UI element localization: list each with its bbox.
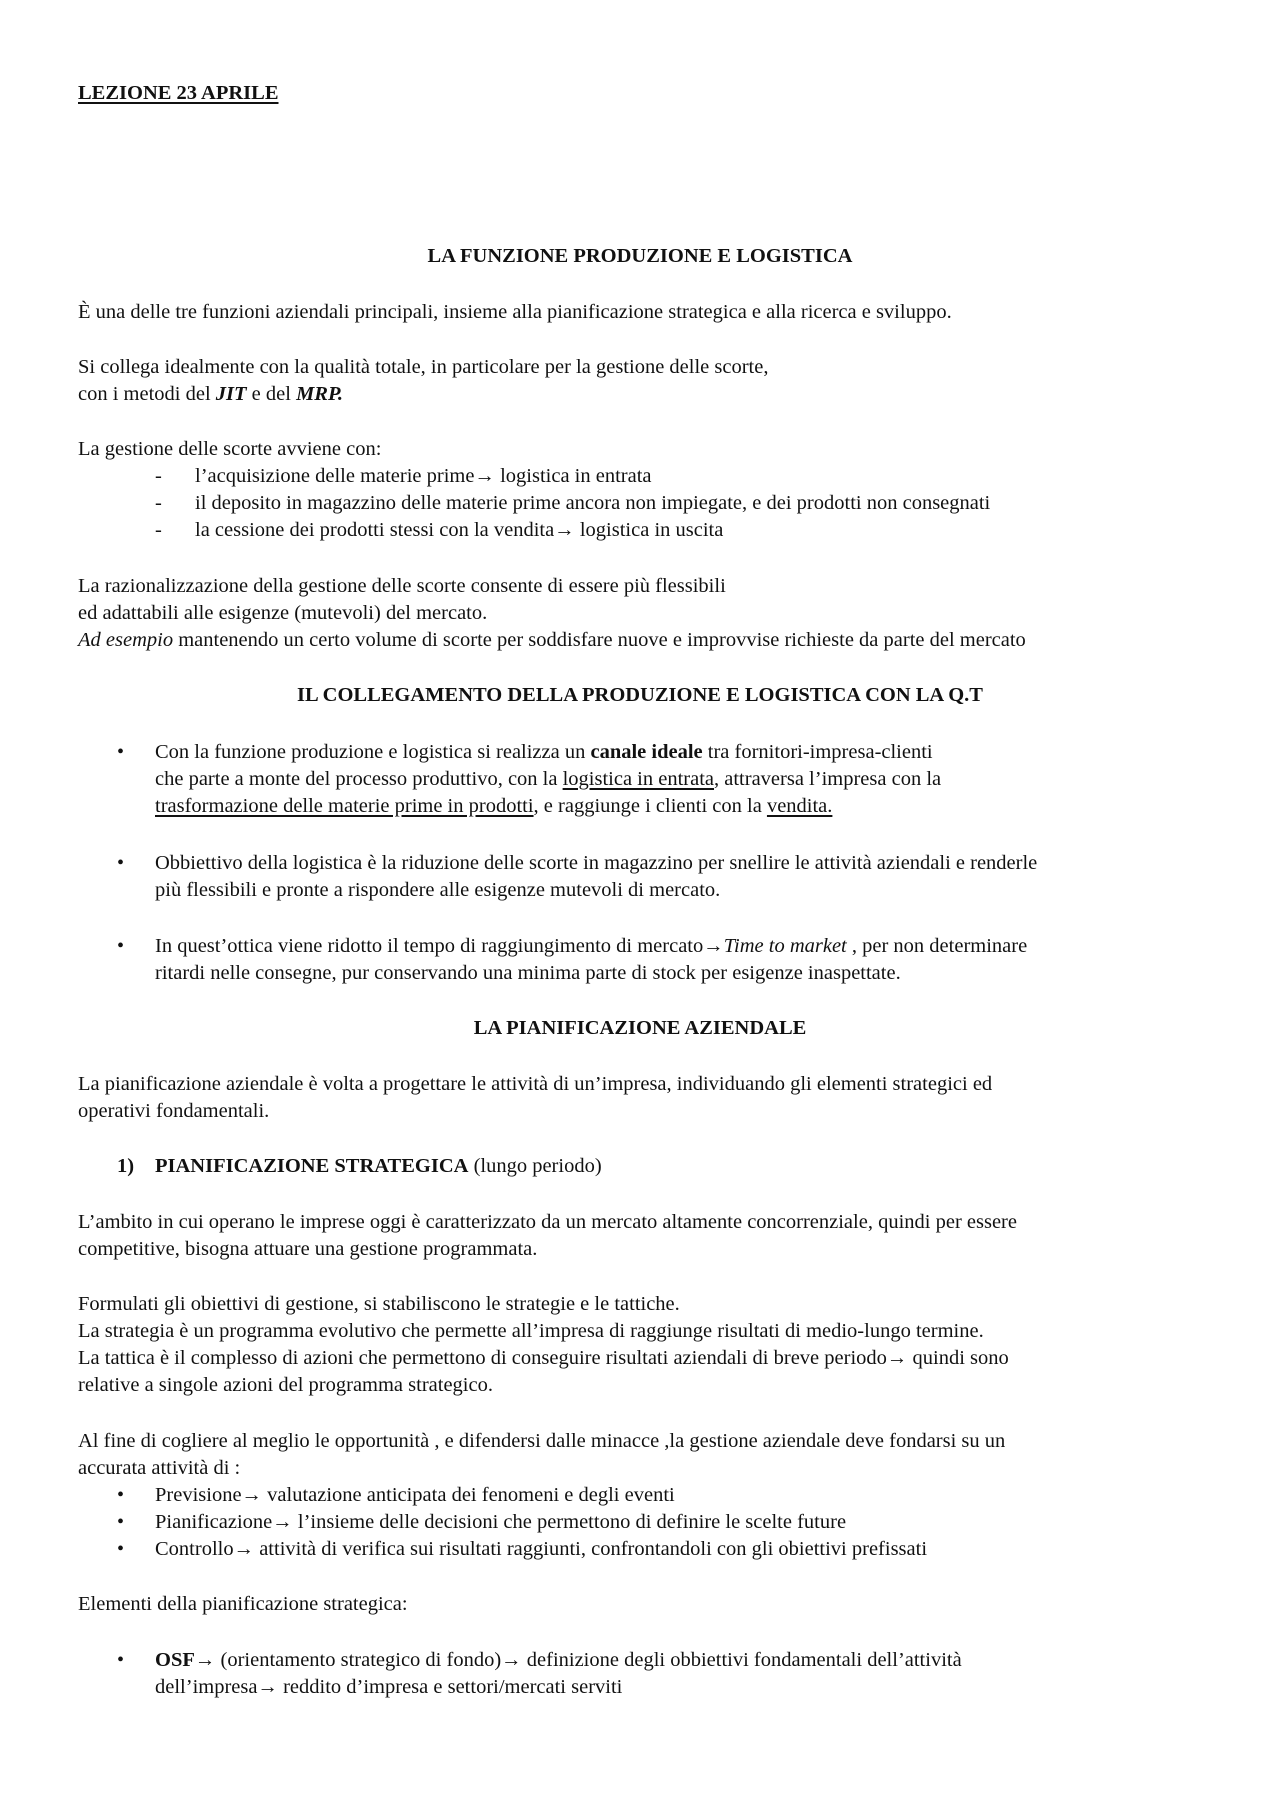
text-segment: PIANIFICAZIONE STRATEGICA <box>155 1155 469 1177</box>
bullet-marker: • <box>117 1649 125 1671</box>
section-title-planning: LA PIANIFICAZIONE AZIENDALE <box>473 1017 807 1039</box>
paragraph-market-line1: L’ambito in cui operano le imprese oggi è caratterizzato da un mercato altamente concorrenziale, quindi per essere <box>78 1211 1017 1233</box>
text-segment: , attraversa l’impresa con la <box>714 768 942 790</box>
term-mrp: MRP. <box>296 383 343 405</box>
paragraph-rationalization-line2: ed adattabili alle esigenze (mutevoli) del mercato. <box>78 602 488 624</box>
osf-line2: dell’impresa→ reddito d’impresa e settori/mercati serviti <box>155 1676 623 1698</box>
section-title-production-logistics: LA FUNZIONE PRODUZIONE E LOGISTICA <box>427 245 853 267</box>
lesson-title: LEZIONE 23 APRILE <box>78 82 279 104</box>
paragraph-opportunities-line1: Al fine di cogliere al meglio le opportunità , e difendersi dalle minacce ,la gestione aziendale deve fondarsi su un <box>78 1430 1006 1452</box>
term-time-to-market: Time to market <box>723 935 847 957</box>
text-segment: , per non determinare <box>846 935 1028 957</box>
bullet1-line3 <box>155 793 832 820</box>
example-label: Ad esempio <box>78 629 174 651</box>
bullet1-line2 <box>155 766 941 793</box>
bullet-marker: • <box>117 741 125 763</box>
text-segment: che parte a monte del processo produttivo, con la <box>155 768 563 790</box>
paragraph-rationalization-line1: La razionalizzazione della gestione delle scorte consente di essere più flessibili <box>78 575 726 597</box>
text-segment: con i metodi del <box>78 383 216 405</box>
text-segment: , e raggiunge i clienti con la <box>533 795 767 817</box>
list-item: la cessione dei prodotti stessi con la vendita→ logistica in uscita <box>195 519 724 541</box>
term-jit: JIT <box>215 383 247 405</box>
paragraph-opportunities-line2: accurata attività di : <box>78 1457 241 1479</box>
paragraph-market-line2: competitive, bisogna attuare una gestione programmata. <box>78 1238 538 1260</box>
paragraph-strategy-line1: Formulati gli obiettivi di gestione, si stabiliscono le strategie e le tattiche. <box>78 1293 680 1315</box>
paragraph-rationalization-line3 <box>78 627 1026 654</box>
list-item: Pianificazione→ l’insieme delle decisioni che permettono di definire le scelte future <box>155 1511 847 1533</box>
list-item: Controllo→ attività di verifica sui risultati raggiunti, confrontandoli con gli obiettivi prefissati <box>155 1538 928 1560</box>
bullet-marker: • <box>117 935 125 957</box>
paragraph-quality-line2 <box>78 381 343 408</box>
bullet3-line1 <box>155 933 1027 960</box>
list-item: Previsione→ valutazione anticipata dei fenomeni e degli eventi <box>155 1484 675 1506</box>
bullet-marker: • <box>117 1511 125 1533</box>
dash-marker: - <box>155 519 162 541</box>
text-segment: In quest’ottica viene ridotto il tempo di raggiungimento di mercato→ <box>155 935 724 957</box>
paragraph-quality-line1: Si collega idealmente con la qualità totale, in particolare per la gestione delle scorte, <box>78 356 769 378</box>
paragraph-intro: È una delle tre funzioni aziendali principali, insieme alla pianificazione strategica e alla ricerca e sviluppo. <box>78 301 952 323</box>
bullet-marker: • <box>117 1484 125 1506</box>
paragraph-stock-intro: La gestione delle scorte avviene con: <box>78 438 382 460</box>
osf-line1 <box>155 1647 962 1674</box>
underlined-vendita: vendita. <box>766 795 833 817</box>
subheading-strategic-planning <box>155 1153 602 1180</box>
underlined-trasformazione: trasformazione delle materie prime in prodotti <box>155 795 534 817</box>
bullet-marker: • <box>117 1538 125 1560</box>
bullet2-line1: Obbiettivo della logistica è la riduzione delle scorte in magazzino per snellire le attività aziendali e renderle <box>155 852 1038 874</box>
text-segment: mantenendo un certo volume di scorte per soddisfare nuove e improvvise richieste da parte del mercato <box>173 629 1026 651</box>
paragraph-strategy-line2: La strategia è un programma evolutivo che permette all’impresa di raggiunge risultati di medio-lungo termine. <box>78 1320 984 1342</box>
bullet-marker: • <box>117 852 125 874</box>
bullet2-line2: più flessibili e pronte a rispondere alle esigenze mutevoli di mercato. <box>155 879 721 901</box>
paragraph-elements: Elementi della pianificazione strategica: <box>78 1593 408 1615</box>
text-segment: (lungo periodo) <box>468 1155 602 1177</box>
paragraph-strategy-line3: La tattica è il complesso di azioni che permettono di conseguire risultati aziendali di breve periodo→ quindi sono <box>78 1347 1009 1369</box>
text-segment: Con la funzione produzione e logistica si realizza un <box>155 741 591 763</box>
term-canale-ideale: canale ideale <box>590 741 703 763</box>
text-segment: tra fornitori-impresa-clienti <box>702 741 933 763</box>
paragraph-strategy-line4: relative a singole azioni del programma strategico. <box>78 1374 493 1396</box>
text-segment: e del <box>246 383 297 405</box>
list-item: l’acquisizione delle materie prime→ logistica in entrata <box>195 465 652 487</box>
section-title-qt-link: IL COLLEGAMENTO DELLA PRODUZIONE E LOGISTICA CON LA Q.T <box>297 684 983 706</box>
list-item: il deposito in magazzino delle materie prime ancora non impiegate, e dei prodotti non consegnati <box>195 492 991 514</box>
bullet1-line1 <box>155 739 933 766</box>
text-segment: (orientamento strategico di fondo)→ definizione degli obbiettivi fondamentali dell’attività <box>215 1649 962 1671</box>
dash-marker: - <box>155 465 162 487</box>
paragraph-planning-line1: La pianificazione aziendale è volta a progettare le attività di un’impresa, individuando gli elementi strategici ed <box>78 1073 993 1095</box>
underlined-logistica-entrata: logistica in entrata <box>562 768 715 790</box>
bullet3-line2: ritardi nelle consegne, pur conservando una minima parte di stock per esigenze inaspettate. <box>155 962 901 984</box>
dash-marker: - <box>155 492 162 514</box>
heading-number: 1) <box>117 1155 135 1177</box>
term-osf: OSF→ <box>155 1649 216 1671</box>
paragraph-planning-line2: operativi fondamentali. <box>78 1100 270 1122</box>
